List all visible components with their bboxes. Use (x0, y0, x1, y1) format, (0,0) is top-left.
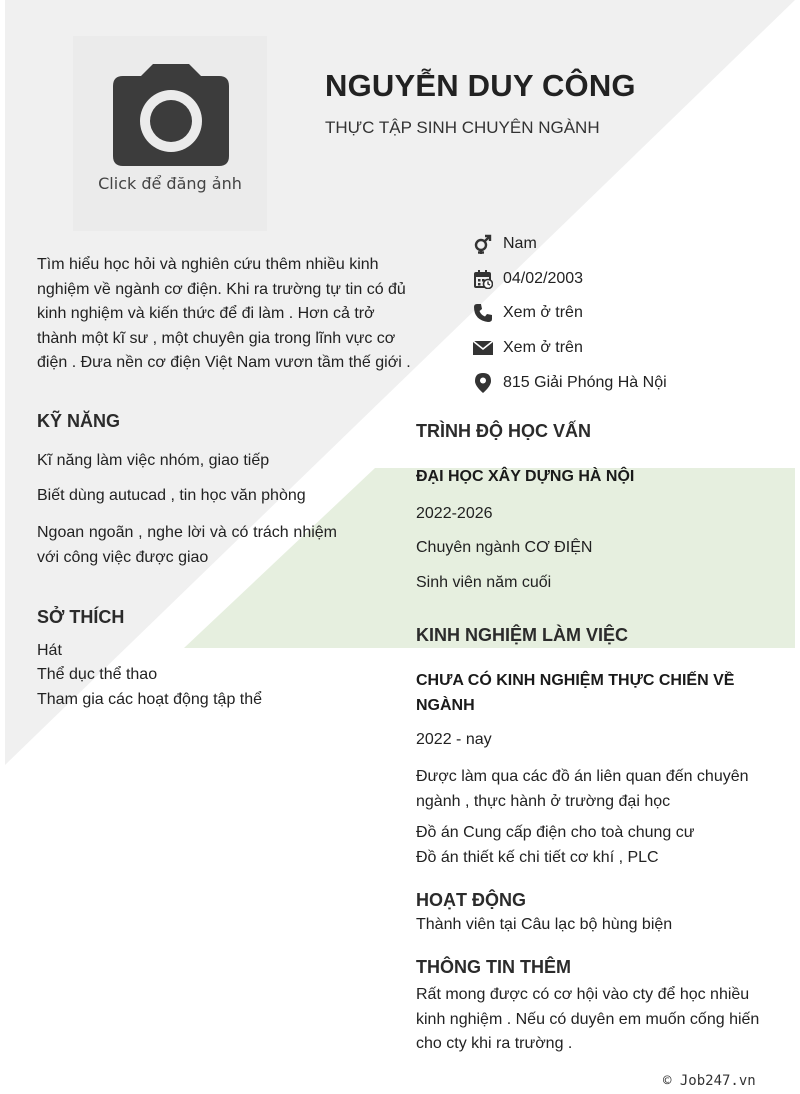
hobbies-heading: SỞ THÍCH (37, 607, 125, 627)
skill-item: Kĩ năng làm việc nhóm, giao tiếp (37, 452, 270, 469)
education-heading: TRÌNH ĐỘ HỌC VẤN (416, 421, 591, 441)
activity-item: Thành viên tại Câu lạc bộ hùng biện (416, 916, 673, 933)
candidate-name: NGUYỄN DUY CÔNG (325, 68, 636, 103)
footer-credit: © Job247.vn (663, 1073, 756, 1089)
avatar-upload[interactable] (73, 36, 267, 231)
activities-heading: HOẠT ĐỘNG (416, 890, 526, 910)
career-objective: Tìm hiểu học hỏi và nghiên cứu thêm nhiều kinh nghiệm về ngành cơ điện. Khi ra trường tự tin có đủ kinh nghiệm và kiến thức để đi làm . Hơn cả trở thành một kĩ sư , một chuyên gia trong lĩnh vực cơ điện . Đưa nền cơ điện Việt Nam vươn tầm thế giới . (37, 256, 411, 371)
hobby-item: Tham gia các hoạt động tập thể (37, 691, 263, 708)
skill-item: Biết dùng autucad , tin học văn phòng (37, 487, 306, 504)
calendar-icon (472, 268, 494, 290)
phone-value: Xem ở trên (503, 304, 583, 321)
education-major: Chuyên ngành CƠ ĐIỆN (416, 539, 593, 556)
hobby-item: Hát (37, 642, 62, 659)
birthday-value: 04/02/2003 (503, 270, 584, 287)
gender-icon (472, 233, 494, 255)
email-value: Xem ở trên (503, 339, 583, 356)
camera-icon (111, 64, 231, 174)
gender-row (472, 232, 537, 256)
school-name: ĐẠI HỌC XÂY DỰNG HÀ NỘI (416, 468, 635, 485)
experience-heading: KINH NGHIỆM LÀM VIỆC (416, 625, 629, 645)
experience-project: Đồ án Cung cấp điện cho toà chung cư (416, 824, 695, 841)
birthday-row (472, 267, 583, 291)
gender-value: Nam (503, 235, 537, 252)
job-title: THỰC TẬP SINH CHUYÊN NGÀNH (325, 118, 600, 137)
experience-project: Đồ án thiết kế chi tiết cơ khí , PLC (416, 849, 659, 866)
education-period: 2022-2026 (416, 505, 493, 522)
additional-info-text: Rất mong được có cơ hội vào cty để học nhiều kinh nghiệm . Nếu có duyên em muốn cống hiến cho cty khi ra trường . (416, 986, 760, 1052)
location-icon (472, 372, 494, 394)
address-value: 815 Giải Phóng Hà Nội (503, 374, 667, 391)
upload-photo-label: Click để đăng ảnh (98, 174, 242, 193)
phone-icon (472, 302, 494, 324)
email-icon (472, 337, 494, 359)
experience-period: 2022 - nay (416, 731, 492, 748)
phone-row (472, 301, 583, 325)
hobby-item: Thể dục thể thao (37, 666, 158, 683)
address-row (472, 371, 667, 395)
skill-item: Ngoan ngoãn , nghe lời và có trách nhiệm với công việc được giao (37, 524, 337, 566)
additional-info-heading: THÔNG TIN THÊM (416, 957, 571, 977)
email-row (472, 336, 583, 360)
experience-description: Được làm qua các đồ án liên quan đến chuyên ngành , thực hành ở trường đại học (416, 768, 749, 810)
education-note: Sinh viên năm cuối (416, 574, 552, 591)
experience-position: CHƯA CÓ KINH NGHIỆM THỰC CHIẾN VỀ NGÀNH (416, 672, 735, 714)
skills-heading: KỸ NĂNG (37, 411, 121, 431)
